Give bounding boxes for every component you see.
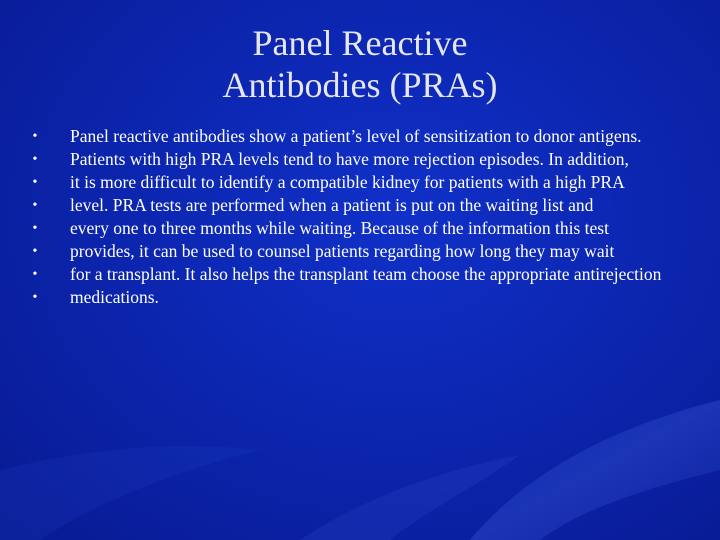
bullet-item: [28, 266, 688, 283]
bullet-item: [28, 197, 688, 214]
bullet-item: [28, 151, 688, 168]
bullet-icon: •: [32, 221, 38, 236]
bullet-icon: •: [32, 198, 38, 213]
bullet-text: for a transplant. It also helps the transplant team choose the appropriate antirejection: [70, 264, 662, 284]
bullet-item: [28, 289, 688, 306]
bullet-text: level. PRA tests are performed when a patient is put on the waiting list and: [70, 195, 594, 215]
bullet-icon: •: [32, 175, 38, 190]
bullet-text: Patients with high PRA levels tend to have more rejection episodes. In addition,: [70, 149, 629, 169]
bullet-text: every one to three months while waiting. Because of the information this test: [70, 218, 609, 238]
slide-title-line-2: Antibodies (PRAs): [222, 65, 498, 105]
bullet-item: [28, 128, 688, 145]
slide-title: [0, 22, 720, 106]
bullet-text: it is more difficult to identify a compatible kidney for patients with a high PRA: [70, 172, 625, 192]
bullet-icon: •: [32, 290, 38, 305]
bullet-icon: •: [32, 152, 38, 167]
bullet-icon: •: [32, 129, 38, 144]
bullet-item: [28, 174, 688, 191]
bullet-list: [28, 128, 688, 312]
bullet-icon: •: [32, 244, 38, 259]
bullet-text: provides, it can be used to counsel patients regarding how long they may wait: [70, 241, 615, 261]
slide-title-line-1: Panel Reactive: [252, 23, 468, 63]
bullet-item: [28, 243, 688, 260]
bullet-text: medications.: [70, 287, 159, 307]
bullet-text: Panel reactive antibodies show a patient’s level of sensitization to donor antigens.: [70, 126, 642, 146]
bullet-icon: •: [32, 267, 38, 282]
bullet-item: [28, 220, 688, 237]
